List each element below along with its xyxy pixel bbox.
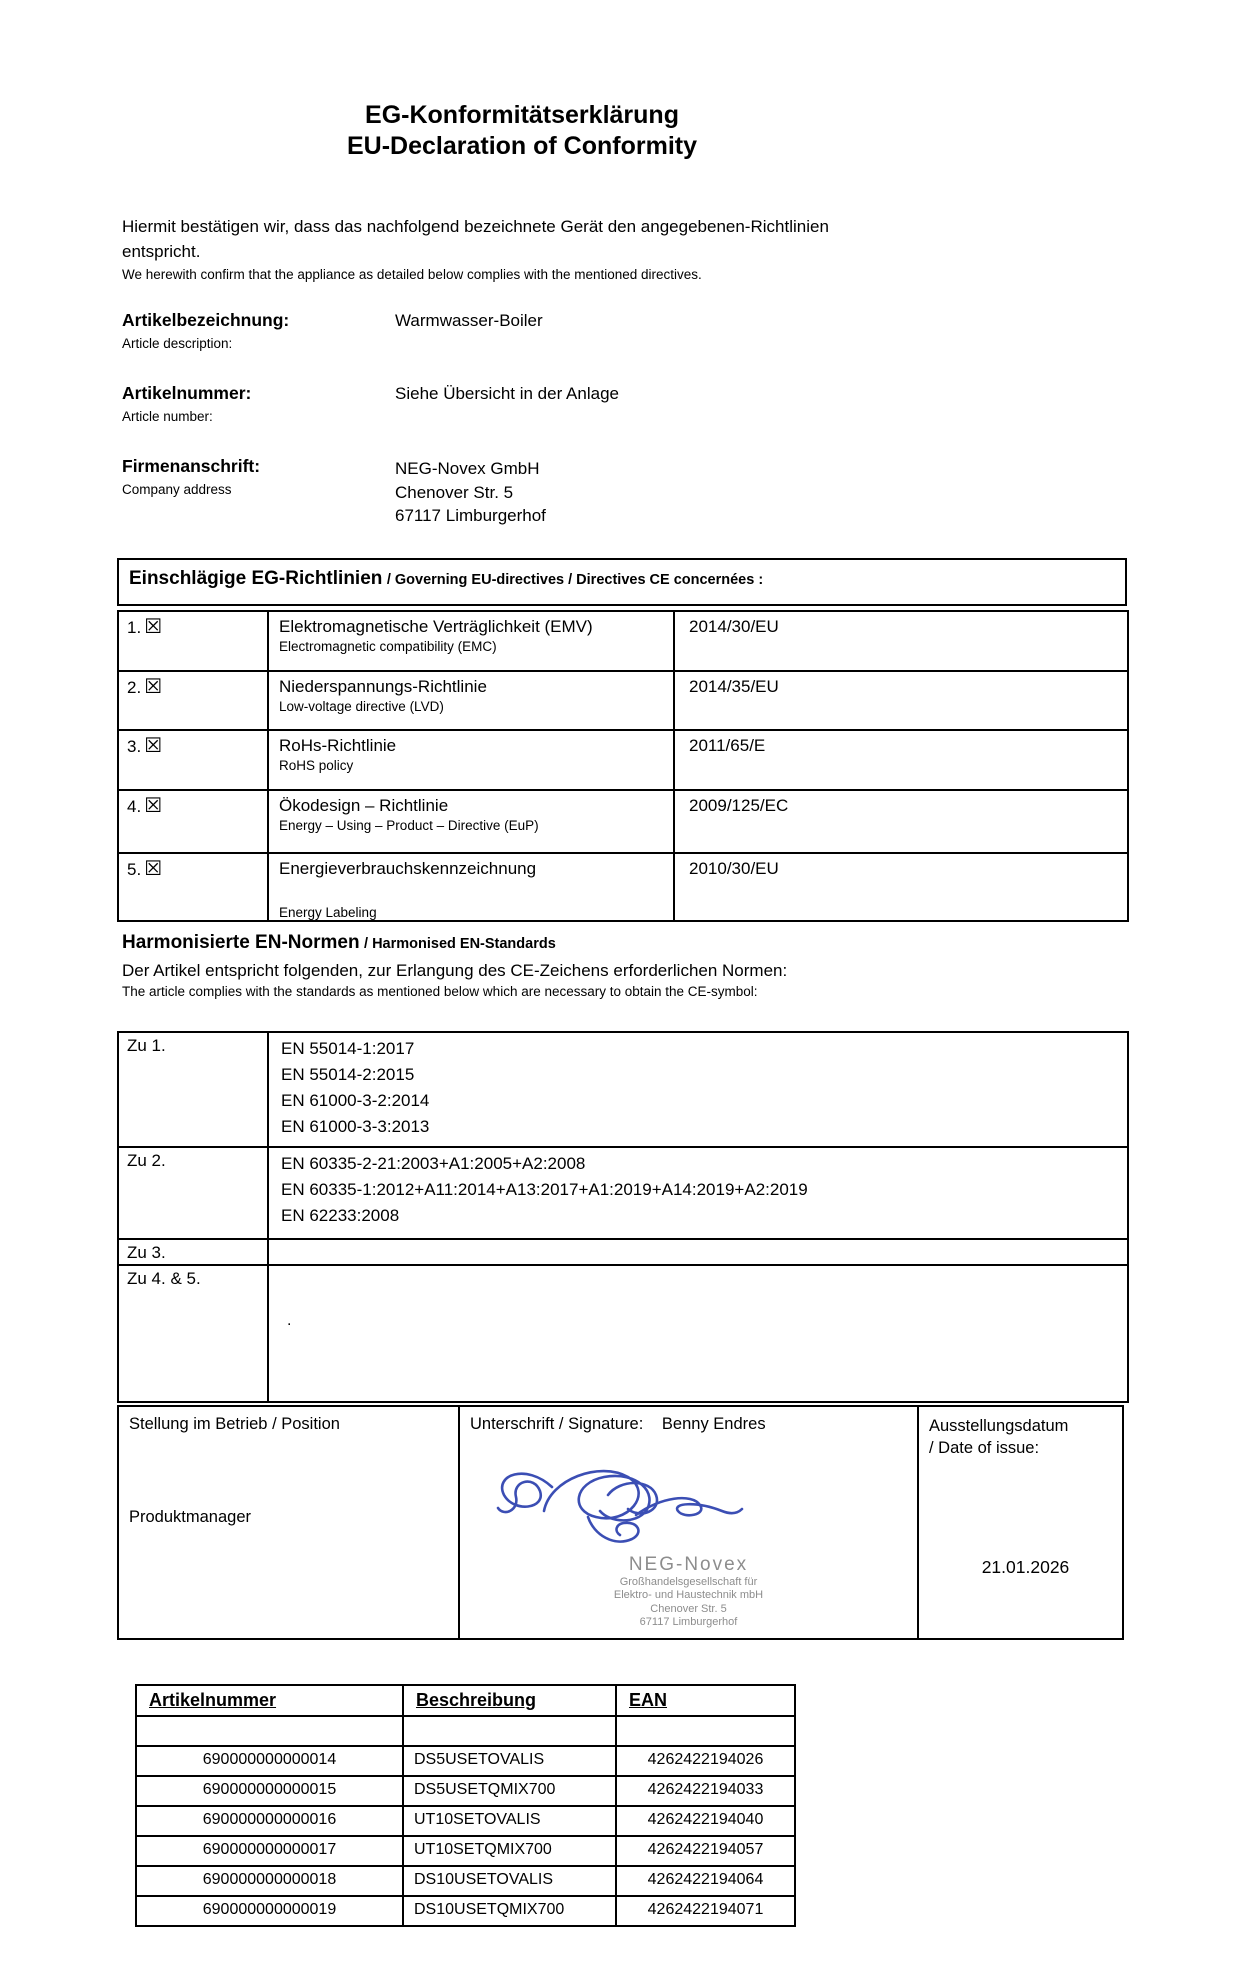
address-line: Chenover Str. 5 — [395, 482, 514, 502]
standards-desc-en: The article complies with the standards as mentioned below which are necessary to obtain the CE-symbol: — [122, 983, 758, 999]
table-row — [136, 1776, 795, 1806]
article-description-cell: DS10USETOVALIS — [403, 1866, 616, 1896]
date-label-line1: Ausstellungsdatum — [929, 1416, 1069, 1435]
field-article-number — [122, 383, 1240, 424]
directive-name-en: Energy – Using – Product – Directive (EuP) — [279, 817, 539, 833]
empty-cell — [616, 1716, 795, 1746]
article-description-cell: DS5USETOVALIS — [403, 1746, 616, 1776]
directives-section-header — [117, 558, 1127, 606]
standard-ref: EN 62233:2008 — [281, 1205, 400, 1225]
directive-code-cell: 2010/30/EU — [674, 853, 1128, 921]
article-number-cell: 690000000000016 — [136, 1806, 403, 1836]
standards-row-label: Zu 2. — [118, 1147, 268, 1239]
field-company-address — [122, 456, 1240, 528]
field-value: Siehe Übersicht in der Anlage — [395, 384, 619, 403]
standards-row-label: Zu 4. & 5. — [118, 1265, 268, 1402]
signature-label: Unterschrift / Signature: — [470, 1414, 644, 1433]
table-header-row — [136, 1685, 795, 1716]
directive-code-cell: 2009/125/EC — [674, 790, 1128, 853]
empty-cell — [136, 1716, 403, 1746]
table-row — [118, 1265, 1128, 1402]
table-row — [136, 1746, 795, 1776]
directive-code-cell: 2011/65/E — [674, 730, 1128, 790]
standard-ref: EN 60335-2-21:2003+A1:2005+A2:2008 — [281, 1153, 586, 1173]
company-stamp — [460, 1554, 917, 1630]
article-description-cell: DS5USETQMIX700 — [403, 1776, 616, 1806]
stamp-line: Elektro- und Haustechnik mbH — [613, 1589, 764, 1601]
field-label-en: Company address — [122, 482, 232, 497]
checked-checkbox-icon: ☒ — [144, 857, 163, 880]
article-ean-cell: 4262422194064 — [616, 1866, 795, 1896]
standards-desc-de: Der Artikel entspricht folgenden, zur Erlangung des CE-Zeichens erforderlichen Normen: — [122, 960, 788, 980]
standards-header-de: Harmonisierte EN-Normen — [122, 931, 360, 953]
signature-cell — [459, 1406, 918, 1639]
stamp-line: 67117 Limburgerhof — [639, 1616, 738, 1628]
directive-name-cell — [268, 671, 674, 730]
table-row — [136, 1836, 795, 1866]
empty-cell — [403, 1716, 616, 1746]
intro-de-line2: entspricht. — [122, 242, 201, 261]
directives-table — [117, 610, 1129, 922]
article-number-cell: 690000000000017 — [136, 1836, 403, 1866]
article-ean-cell: 4262422194026 — [616, 1746, 795, 1776]
article-ean-cell: 4262422194057 — [616, 1836, 795, 1866]
field-value — [395, 456, 546, 528]
directive-name-cell — [268, 853, 674, 921]
article-number-cell: 690000000000019 — [136, 1896, 403, 1926]
article-ean-cell: 4262422194040 — [616, 1806, 795, 1836]
checked-checkbox-icon: ☒ — [144, 675, 163, 698]
address-line: NEG-Novex GmbH — [395, 459, 540, 478]
directive-name-de: Niederspannungs-Richtlinie — [279, 676, 487, 696]
article-ean-cell: 4262422194071 — [616, 1896, 795, 1926]
article-number-cell: 690000000000018 — [136, 1866, 403, 1896]
standard-ref: EN 60335-1:2012+A11:2014+A13:2017+A1:2019+A14:2019+A2:2019 — [281, 1179, 808, 1199]
empty-row — [136, 1716, 795, 1746]
stray-dot-mark: . — [287, 1311, 292, 1329]
column-header-label: Beschreibung — [416, 1689, 537, 1710]
issue-date: 21.01.2026 — [981, 1556, 1070, 1577]
stamp-company-name: NEG-Novex — [628, 1553, 749, 1575]
row-index: 3. — [127, 736, 142, 756]
column-header-artikelnummer — [136, 1685, 403, 1716]
article-description-cell: UT10SETOVALIS — [403, 1806, 616, 1836]
document-title — [117, 100, 927, 162]
directive-number-cell — [118, 611, 268, 671]
table-row — [118, 1032, 1128, 1147]
date-cell — [918, 1406, 1123, 1639]
standards-row-label: Zu 1. — [118, 1032, 268, 1147]
field-value: Warmwasser-Boiler — [395, 311, 543, 330]
field-label — [122, 456, 395, 528]
intro-paragraph — [122, 214, 1240, 282]
article-ean-cell: 4262422194033 — [616, 1776, 795, 1806]
standards-header-en: / Harmonised EN-Standards — [364, 935, 556, 952]
standards-row-content — [268, 1239, 1128, 1265]
directive-code-cell: 2014/35/EU — [674, 671, 1128, 730]
row-index: 2. — [127, 677, 142, 697]
position-value: Produktmanager — [129, 1507, 251, 1526]
standards-row-label: Zu 3. — [118, 1239, 268, 1265]
signature-table — [117, 1405, 1124, 1640]
field-label — [122, 310, 395, 351]
checked-checkbox-icon: ☒ — [144, 734, 163, 757]
table-row — [118, 1239, 1128, 1265]
position-cell — [118, 1406, 459, 1639]
directive-name-en: Low-voltage directive (LVD) — [279, 698, 444, 714]
position-label: Stellung im Betrieb / Position — [129, 1414, 340, 1433]
standards-row-content — [268, 1032, 1128, 1147]
directive-name-en: RoHS policy — [279, 757, 354, 773]
table-row — [118, 1147, 1128, 1239]
directive-number-cell — [118, 671, 268, 730]
table-row — [118, 671, 1128, 730]
checked-checkbox-icon: ☒ — [144, 794, 163, 817]
article-description-cell: DS10USETQMIX700 — [403, 1896, 616, 1926]
signature-scribble — [488, 1453, 748, 1558]
directive-name-de: Elektromagnetische Verträglichkeit (EMV) — [279, 616, 593, 636]
title-line-de: EG-Konformitätserklärung — [365, 101, 679, 129]
directive-name-en: Electromagnetic compatibility (EMC) — [279, 638, 497, 654]
directives-header-translations: / Governing EU-directives / Directives CE concernées : — [386, 571, 764, 588]
directive-name-de: Energieverbrauchskennzeichnung — [279, 858, 537, 878]
address-line: 67117 Limburgerhof — [395, 506, 546, 525]
standards-table — [117, 1031, 1129, 1403]
stamp-line: Großhandelsgesellschaft für — [619, 1575, 758, 1588]
directive-number-cell — [118, 853, 268, 921]
column-header-label: Artikelnummer — [149, 1689, 277, 1710]
directive-name-en: Energy Labeling — [279, 904, 377, 920]
stamp-line: Chenover Str. 5 — [650, 1602, 727, 1615]
directive-name-de: RoHs-Richtlinie — [279, 735, 397, 755]
directive-name-de: Ökodesign – Richtlinie — [279, 795, 449, 815]
column-header-beschreibung — [403, 1685, 616, 1716]
table-row — [118, 611, 1128, 671]
row-index: 1. — [127, 617, 142, 637]
row-index: 4. — [127, 796, 142, 816]
directive-code-cell: 2014/30/EU — [674, 611, 1128, 671]
column-header-ean — [616, 1685, 795, 1716]
standards-section-header — [122, 932, 1240, 999]
table-row — [118, 853, 1128, 921]
articles-table — [135, 1684, 796, 1927]
table-row — [136, 1806, 795, 1836]
directive-name-cell — [268, 790, 674, 853]
field-label-de: Artikelbezeichnung: — [122, 310, 290, 330]
directive-number-cell — [118, 790, 268, 853]
standard-ref: EN 61000-3-3:2013 — [281, 1116, 430, 1136]
article-description-cell: UT10SETQMIX700 — [403, 1836, 616, 1866]
standard-ref: EN 55014-1:2017 — [281, 1038, 415, 1058]
table-row — [118, 730, 1128, 790]
column-header-label: EAN — [629, 1689, 668, 1710]
field-label-en: Article description: — [122, 336, 233, 351]
directives-header-de: Einschlägige EG-Richtlinien — [129, 567, 383, 589]
checked-checkbox-icon: ☒ — [144, 615, 163, 638]
table-row — [118, 1406, 1123, 1639]
standards-row-content — [268, 1147, 1128, 1239]
directive-number-cell — [118, 730, 268, 790]
standard-ref: EN 61000-3-2:2014 — [281, 1090, 430, 1110]
table-row — [136, 1866, 795, 1896]
field-label — [122, 383, 395, 424]
document-page — [0, 100, 1240, 1988]
directive-name-cell — [268, 611, 674, 671]
directive-name-cell — [268, 730, 674, 790]
field-label-de: Artikelnummer: — [122, 383, 252, 403]
date-label-line2: / Date of issue: — [929, 1438, 1040, 1457]
intro-en: We herewith confirm that the appliance as detailed below complies with the mentioned directives. — [122, 267, 702, 282]
field-label-de: Firmenanschrift: — [122, 456, 261, 476]
row-index: 5. — [127, 859, 142, 879]
standard-ref: EN 55014-2:2015 — [281, 1064, 415, 1084]
intro-de-line1: Hiermit bestätigen wir, dass das nachfolgend bezeichnete Gerät den angegebenen-Richtlinien — [122, 217, 829, 236]
title-line-en: EU-Declaration of Conformity — [346, 132, 698, 160]
field-label-en: Article number: — [122, 409, 213, 424]
field-list — [122, 310, 1240, 528]
article-number-cell: 690000000000014 — [136, 1746, 403, 1776]
standards-row-content — [268, 1265, 1128, 1402]
table-row — [136, 1896, 795, 1926]
signer-name: Benny Endres — [661, 1414, 766, 1433]
table-row — [118, 790, 1128, 853]
article-number-cell: 690000000000015 — [136, 1776, 403, 1806]
field-article-description — [122, 310, 1240, 351]
